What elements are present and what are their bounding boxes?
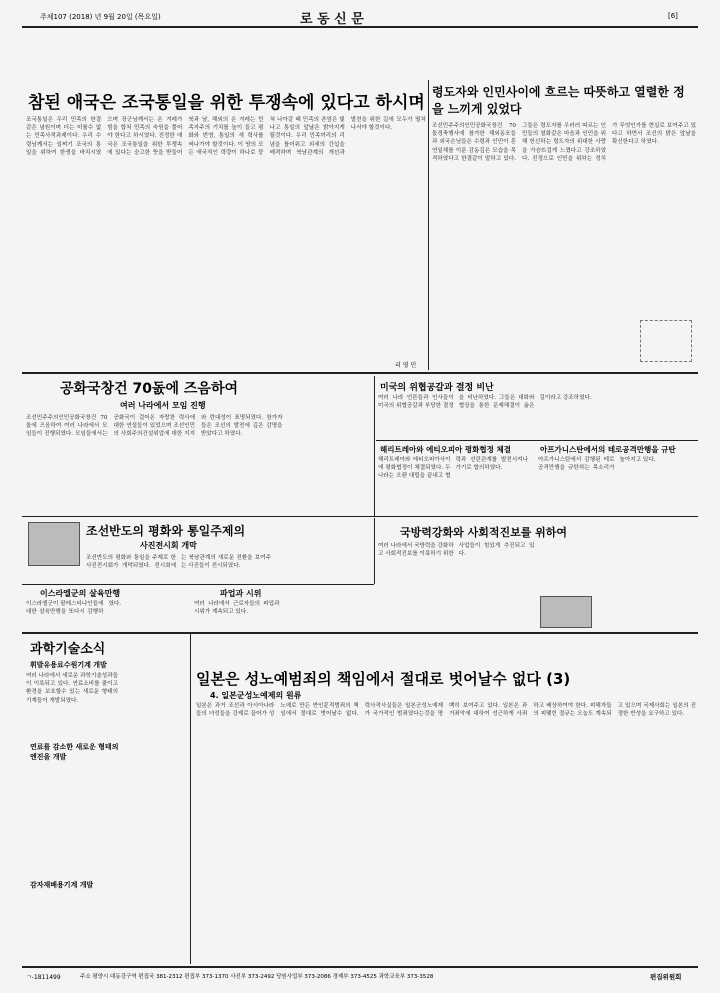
anniversary-headline: 공화국창건 70돐에 즈음하여 bbox=[60, 381, 238, 397]
science-body: 여러 나라에서 새로운 과학기술성과들이 이룩되고 있다. 연료소비를 줄이고 환경을 보호할수 있는 새로운 형태의 기계들이 개발되였다. bbox=[26, 673, 118, 704]
section-rule bbox=[22, 632, 698, 634]
main-body: 조국통일은 우리 민족의 한결같은 념원이며 더는 미룰수 없는 민족사적과제이다. 우리 수령님께서는 일찌기 조국의 통일을 위하여 한생을 바치시였으며 장군님께서는 온 겨레가 힘을 합쳐 민족의 숙원을 풀어야 한다고 하시였다. 진정한 애국은 조국통일을 위한 투쟁속에 있다는 숭고한 뜻을 받들어 북과 남, 해외의 온 겨레는 민족자주의 기치를 높이 들고 평화와 번영, 통일의 새 력사를 써나가야 할것이다. 이 땅의 모든 애국적인 력량이 하나로 뭉쳐 나아갈 때 민족의 존엄은 빛나고 통일의 앞날은 밝아지게 될것이다. 우리 민족끼리의 리념을 틀어쥐고 외세의 간섭을 배격하며 북남관계의 개선과 발전을 위한 길에 모두가 떨쳐나서야 할것이다. bbox=[26, 117, 426, 156]
page-number: [6] bbox=[668, 12, 678, 20]
column-divider bbox=[374, 518, 375, 584]
us-criticism-body: 여러 나라 언론들과 인사들이 미국의 위협공갈과 부당한 결정을 비난하였다. 그들은 대화와 협상을 통한 문제해결이 옳은 길이라고 강조하였다. bbox=[378, 395, 592, 410]
anniversary-body: 조선민주주의인민공화국창건 70돐에 즈음하여 여러 나라에서 모임들이 진행되였다. 모임들에서는 공화국이 걸어온 자랑찬 력사에 대한 연설들이 있었으며 조선인민의 사회주의건설위업에 대한 지지와 련대성이 표명되였다. 참가자들은 조선의 발전에 깊은 감명을 받았다고 하였다. bbox=[26, 415, 283, 438]
photo bbox=[540, 596, 592, 628]
divider bbox=[22, 584, 374, 585]
japan-sub: 4. 일본군성노예제의 원류 bbox=[210, 691, 302, 700]
footer-code: ㄱ-1811499 bbox=[26, 974, 61, 981]
peace-talk-headline: 해리트레아와 에티오피아 평화협정 체결 bbox=[380, 445, 511, 454]
science-sub2: 연료를 감소한 새로운 형태의 엔진을 개발 bbox=[30, 743, 119, 761]
defense-headline: 국방력강화와 사회적진보를 위하여 bbox=[400, 526, 568, 539]
anniversary-sub: 여러 나라에서 모임 진행 bbox=[120, 401, 206, 410]
paper-name: 로 동 신 문 bbox=[300, 12, 364, 27]
section-rule bbox=[22, 516, 698, 517]
science-sub3: 감자재배용기계 개발 bbox=[30, 881, 94, 889]
defense-body: 여러 나라에서 국방력을 강화하고 사회적진보를 이룩하기 위한 사업들이 힘있게 추진되고 있다. bbox=[378, 543, 535, 558]
column-divider bbox=[190, 634, 191, 964]
israel-body: 이스라엘군이 팔레스티나인들에 대한 살육만행을 또다시 감행하였다. bbox=[26, 601, 122, 616]
japan-headline: 일본은 성노예범죄의 책임에서 절대로 벗어날수 없다 (3) bbox=[196, 670, 571, 688]
afghan-headline: 아프가니스탄에서의 테로공격만행을 규탄 bbox=[540, 445, 676, 454]
right-top-headline: 령도자와 인민사이에 흐르는 따뜻하고 열렬한 정을 느끼게 있었다 bbox=[432, 85, 685, 116]
column-divider bbox=[428, 80, 429, 370]
photo bbox=[28, 522, 80, 566]
main-byline: 리 영 민 bbox=[395, 362, 417, 369]
protest-headline: 파업과 시위 bbox=[220, 589, 262, 598]
peace-talk-body: 해리트레아와 에티오피아사이에 평화협정이 체결되였다. 두 나라는 오랜 대립을 끝내고 협력과 선린관계를 발전시켜나가기로 합의하였다. bbox=[378, 457, 528, 480]
reunification-headline: 조선반도의 평화와 통일주제의 bbox=[86, 524, 246, 538]
signature-stamp bbox=[640, 320, 692, 362]
footer-publisher: 편집위원회 bbox=[650, 973, 682, 981]
issue-date: 주체107 (2018) 년 9월 20일 (목요일) bbox=[40, 13, 161, 21]
right-top-body: 조선민주주의인민공화국창건 70돐경축행사에 참가한 해외동포들과 외국손님들은 수령과 인민이 혼연일체를 이룬 감동깊은 모습을 목격하였다고 한결같이 말하고 있다. 그들은 령도자를 우러러 따르는 인민들의 열화같은 마음과 인민을 위해 헌신하는 령도자의 위대한 사랑을 가슴뜨겁게 느꼈다고 강조하였다. 진정으로 인민을 위하는 정치가 무엇인가를 현실로 보여주고 있다고 하면서 조선의 밝은 앞날을 확신한다고 하였다. bbox=[432, 123, 696, 162]
section-rule bbox=[22, 372, 698, 374]
us-criticism-headline: 미국의 위협공갈과 결정 비난 bbox=[380, 383, 494, 393]
science-sub1: 휘발유용료수원기계 개발 bbox=[30, 661, 107, 669]
divider bbox=[376, 440, 698, 441]
protest-body: 여러 나라에서 근로자들의 파업과 시위가 계속되고 있다. bbox=[194, 601, 280, 616]
main-headline: 참된 애국은 조국통일을 위한 투쟁속에 있다고 하시며 bbox=[28, 93, 425, 113]
footer-contacts: 주소 평양시 대동강구역 편집국 381-2312 편집부 373-1370 사진부 373-2492 당원사업부 373-2086 경제부 373-4525 과학교육부 373-3528 bbox=[80, 974, 434, 980]
afghan-body: 아프가니스탄에서 감행된 테로공격만행을 규탄하는 목소리가 높아지고 있다. bbox=[538, 457, 656, 472]
japan-body: 일본은 과거 조선과 아시아나라들의 녀성들을 강제로 끌어가 성노예로 만든 반인륜적범죄의 책임에서 절대로 벗어날수 없다. 력사적사실들은 일본군성노예제가 국가적인 범죄였다는것을 명백히 보여주고 있다. 일본은 과거죄악에 대하여 성근하게 사죄하고 배상하여야 한다. 피해자들의 피맺힌 절규는 오늘도 계속되고 있으며 국제사회는 일본의 진정한 반성을 요구하고 있다. bbox=[196, 703, 696, 718]
footer-rule bbox=[22, 966, 698, 968]
masthead-rule bbox=[22, 26, 698, 28]
reunification-sub: 사진전시회 개막 bbox=[140, 541, 197, 550]
reunification-body: 조선반도의 평화와 통일을 주제로 한 사진전시회가 개막되였다. 전시회에는 북남관계의 새로운 전환을 보여주는 사진들이 전시되였다. bbox=[86, 555, 271, 570]
science-headline: 과학기술소식 bbox=[30, 642, 106, 657]
column-divider bbox=[374, 376, 375, 516]
israel-headline: 이스라엘군의 살육만행 bbox=[40, 589, 121, 598]
